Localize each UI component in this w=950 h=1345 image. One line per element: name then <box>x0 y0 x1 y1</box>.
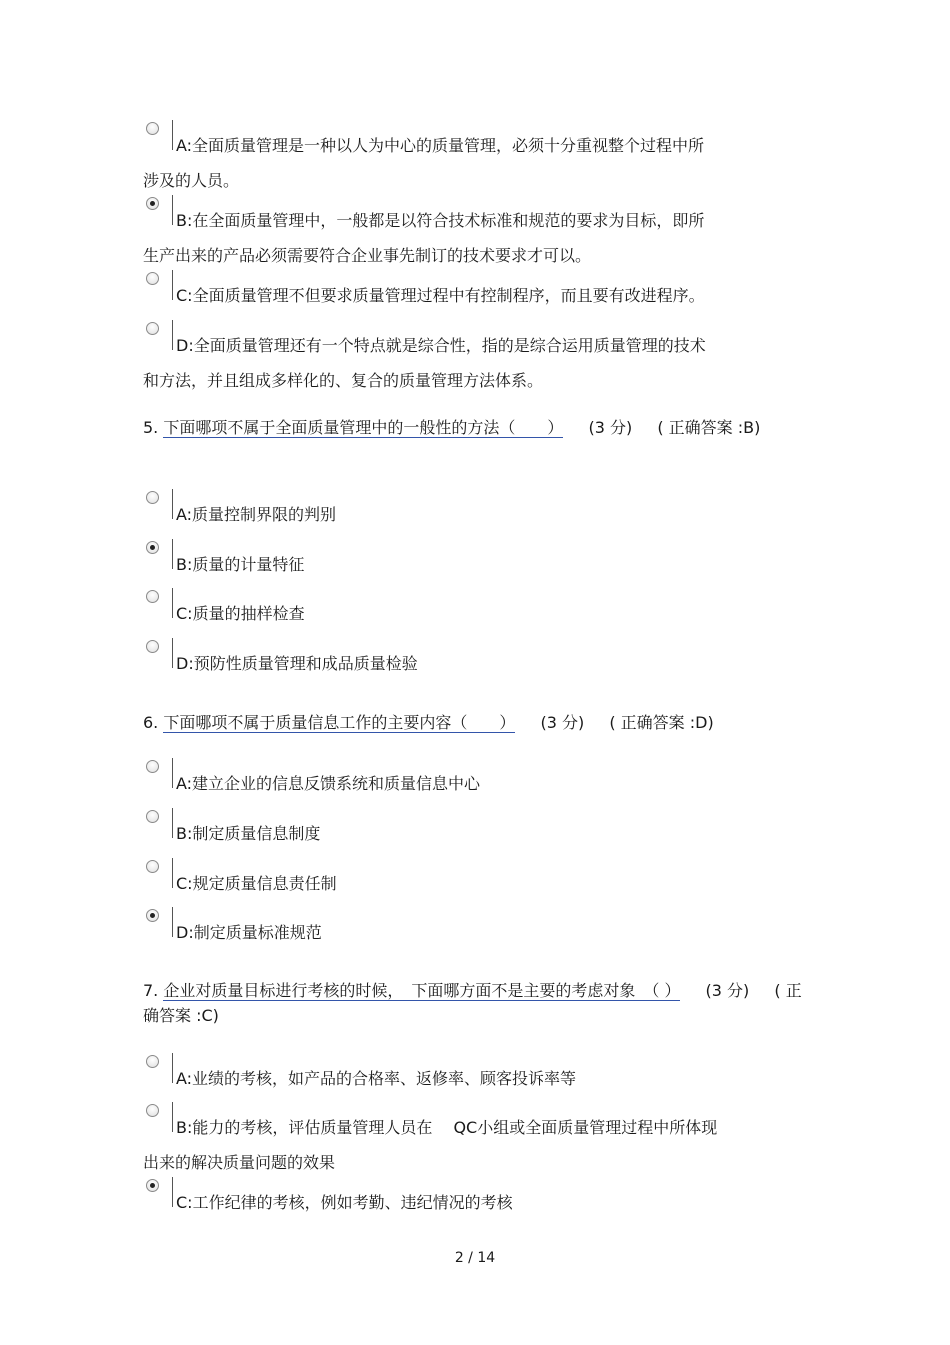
option-text: D:全面质量管理还有一个特点就是综合性，指的是综合运用质量管理的技术 <box>176 336 706 355</box>
option-text: A:质量控制界限的判别 <box>176 505 337 524</box>
option-text-cont: 和方法，并且组成多样化的、复合的质量管理方法体系。 <box>143 371 544 390</box>
question-score: (3 分) <box>540 713 585 732</box>
option-text: B:在全面质量管理中，一般都是以符合技术标准和规范的要求为目标，即所 <box>176 211 705 230</box>
question-number: 5. <box>143 418 159 437</box>
question-text: 下面哪项不属于全面质量管理中的一般性的方法（ ） <box>163 418 564 437</box>
question-text: 企业对质量目标进行考核的时候， 下面哪方面不是主要的考虑对象 （ ） <box>163 981 681 1000</box>
divider <box>172 270 173 300</box>
option-text: D:制定质量标准规范 <box>176 923 322 942</box>
option-text: C:全面质量管理不但要求质量管理过程中有控制程序，而且要有改进程序。 <box>176 286 705 305</box>
question-6 <box>143 710 808 735</box>
divider <box>172 808 173 838</box>
divider <box>172 758 173 788</box>
radio-icon[interactable] <box>146 590 159 603</box>
question-number: 6. <box>143 713 159 732</box>
radio-checked-icon[interactable] <box>146 541 159 554</box>
q4-option-a[interactable] <box>143 128 793 198</box>
correct-answer: ( 正确答案 :D) <box>609 713 714 732</box>
page-number: 2 / 14 <box>454 1250 496 1266</box>
divider <box>172 489 173 519</box>
radio-icon[interactable] <box>146 760 159 773</box>
question-text: 下面哪项不属于质量信息工作的主要内容（ ） <box>163 713 516 732</box>
option-text-cont: 出来的解决质量问题的效果 <box>143 1153 336 1172</box>
q6-option-a[interactable] <box>143 766 793 801</box>
q7-option-c[interactable] <box>143 1185 793 1220</box>
option-text: B:能力的考核，评估质量管理人员在 QC小组或全面质量管理过程中所体现 <box>176 1118 718 1137</box>
question-number: 7. <box>143 981 159 1000</box>
divider <box>172 1102 173 1132</box>
radio-icon[interactable] <box>146 122 159 135</box>
q7-option-b[interactable] <box>143 1110 793 1180</box>
correct-answer: ( 正确答案 :C) <box>143 981 802 1025</box>
divider <box>172 195 173 225</box>
option-text: D:预防性质量管理和成品质量检验 <box>176 654 418 673</box>
option-text-cont: 涉及的人员。 <box>143 171 240 190</box>
question-5 <box>143 415 808 440</box>
option-text: C:工作纪律的考核，例如考勤、违纪情况的考核 <box>176 1193 513 1212</box>
q5-option-a[interactable] <box>143 497 793 532</box>
q6-option-b[interactable] <box>143 816 793 851</box>
divider <box>172 588 173 618</box>
radio-icon[interactable] <box>146 860 159 873</box>
option-text: A:全面质量管理是一种以人为中心的质量管理，必须十分重视整个过程中所 <box>176 136 705 155</box>
radio-icon[interactable] <box>146 640 159 653</box>
q5-option-c[interactable] <box>143 596 793 631</box>
divider <box>172 638 173 668</box>
question-score: (3 分) <box>588 418 633 437</box>
radio-icon[interactable] <box>146 491 159 504</box>
option-text: C:规定质量信息责任制 <box>176 874 337 893</box>
radio-checked-icon[interactable] <box>146 197 159 210</box>
option-text: C:质量的抽样检查 <box>176 604 305 623</box>
q4-option-d[interactable] <box>143 328 793 398</box>
divider <box>172 539 173 569</box>
radio-checked-icon[interactable] <box>146 1179 159 1192</box>
option-text: B:质量的计量特征 <box>176 555 305 574</box>
divider <box>172 907 173 937</box>
question-7 <box>143 978 808 1028</box>
question-score: (3 分) <box>705 981 750 1000</box>
q7-option-a[interactable] <box>143 1061 793 1096</box>
option-text: A:建立企业的信息反馈系统和质量信息中心 <box>176 774 481 793</box>
radio-icon[interactable] <box>146 1055 159 1068</box>
radio-icon[interactable] <box>146 810 159 823</box>
divider <box>172 320 173 350</box>
q4-option-c[interactable] <box>143 278 793 313</box>
radio-icon[interactable] <box>146 272 159 285</box>
option-text: A:业绩的考核，如产品的合格率、返修率、顾客投诉率等 <box>176 1069 577 1088</box>
radio-icon[interactable] <box>146 1104 159 1117</box>
q4-option-b[interactable] <box>143 203 793 273</box>
q5-option-b[interactable] <box>143 547 793 582</box>
divider <box>172 1177 173 1207</box>
correct-answer: ( 正确答案 :B) <box>657 418 761 437</box>
option-text: B:制定质量信息制度 <box>176 824 321 843</box>
divider <box>172 1053 173 1083</box>
option-text-cont: 生产出来的产品必须需要符合企业事先制订的技术要求才可以。 <box>143 246 592 265</box>
radio-icon[interactable] <box>146 322 159 335</box>
q6-option-d[interactable] <box>143 915 793 950</box>
q5-option-d[interactable] <box>143 646 793 681</box>
divider <box>172 120 173 150</box>
radio-checked-icon[interactable] <box>146 909 159 922</box>
divider <box>172 858 173 888</box>
q6-option-c[interactable] <box>143 866 793 901</box>
